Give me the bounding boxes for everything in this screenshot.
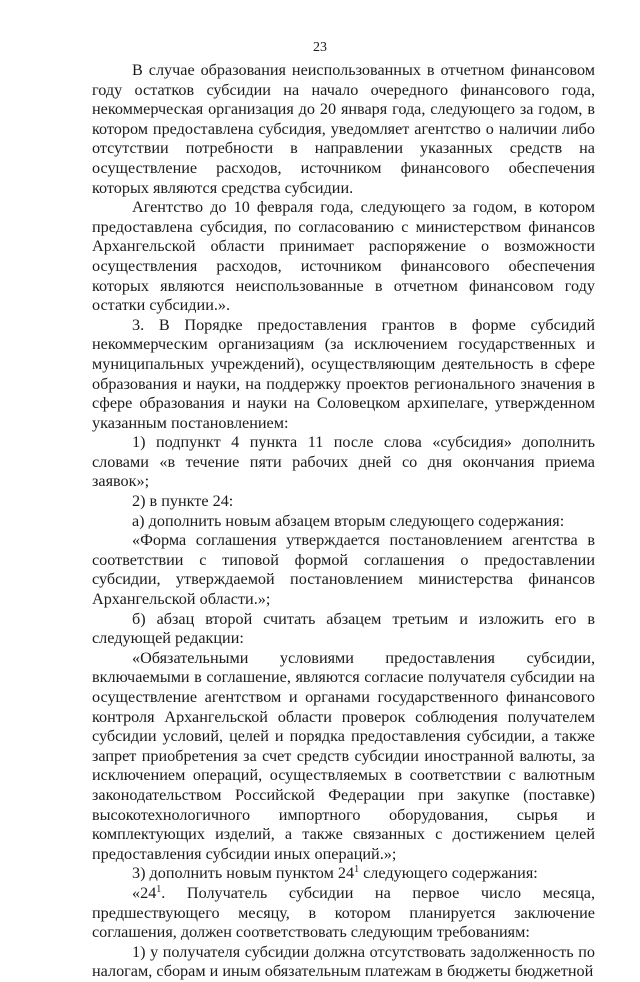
paragraph-subitem-2: 2) в пункте 24:	[132, 492, 234, 511]
paragraph-item-24-1	[92, 884, 595, 943]
paragraph-agency-deadline: Агентство до 10 февраля года, следующего за годом, в котором предоставлена субсидия, по согласованию с министерством финансов Архангельской области принимает распоряжение о возможности осуществления расходов, источником финансового обеспечения которых являются неиспользованные в отчетном финансовом году остатки субсидии.».	[92, 198, 595, 315]
paragraph-agreement-form: «Форма соглашения утверждается постановлением агентства в соответствии с типовой формой соглашения о предоставлении субсидии, утверждаемой постановлением министерства финансов Архангельской области.»;	[92, 531, 595, 609]
paragraph-mandatory-conditions: «Обязательными условиями предоставления субсидии, включаемыми в соглашение, являются согласие получателя субсидии на осуществление агентством и органами государственного финансового контроля Архангельской области проверок соблюдения получателем субсидии условий, целей и порядка предоставления субсидии, а также запрет приобретения за счет средств субсидии иностранной валюты, за исключением операций, осуществляемых в соответствии с валютным законодательством Российской Федерации при закупке (поставке) высокотехнологичного импортного оборудования, сырья и комплектующих изделий, а также связанных с достижением целей предоставления субсидии иных операций.»;	[92, 648, 595, 863]
paragraph-subitem-3-text: 3) дополнить новым пунктом 24	[132, 864, 355, 883]
paragraph-requirement-1: 1) у получателя субсидии должна отсутствовать задолженность по налогам, сборам и иным обязательным платежам в бюджеты бюджетной	[92, 942, 595, 981]
paragraph-subitem-1: 1) подпункт 4 пункта 11 после слова «субсидия» дополнить словами «в течение пяти рабочих дней со дня окончания приема заявок»;	[92, 433, 595, 491]
paragraph-item-3-procedure: 3. В Порядке предоставления грантов в форме субсидий некоммерческим организациям (за исключением государственных и муниципальных учреждений), осуществляющим деятельность в сфере образования и науки, на поддержку проектов регионального значения в сфере образования и науки на Соловецком архипелаге, утвержденном указанным постановлением:	[92, 315, 595, 432]
superscript-marker: 1	[156, 883, 162, 895]
superscript-marker: 1	[354, 864, 360, 876]
paragraph-unused-balances: В случае образования неиспользованных в отчетном финансовом году остатков субсидии на начало очередного финансового года, некоммерческая организация до 20 января года, следующего за годом, в котором предоставлена субсидия, уведомляет агентство о наличии либо отсутствии потребности в направлении указанных средств на осуществление расходов, источником финансового обеспечения которых являются средства субсидии.	[92, 61, 595, 197]
paragraph-subitem-2b: б) абзац второй считать абзацем третьим и изложить его в следующей редакции:	[92, 609, 595, 648]
paragraph-item-24-1-text: «24	[132, 883, 157, 902]
paragraph-item-24-1-text-after: . Получатель субсидии на первое число месяца, предшествующего месяцу, в котором планируется заключение соглашения, должен соответствовать следующим требованиям:	[92, 883, 595, 942]
paragraph-subitem-3	[92, 864, 595, 884]
paragraph-subitem-3-text-after: следующего содержания:	[359, 864, 538, 883]
paragraph-subitem-2a: а) дополнить новым абзацем вторым следующего содержания:	[132, 511, 565, 530]
document-body	[92, 61, 595, 982]
page-number: 23	[313, 40, 327, 55]
